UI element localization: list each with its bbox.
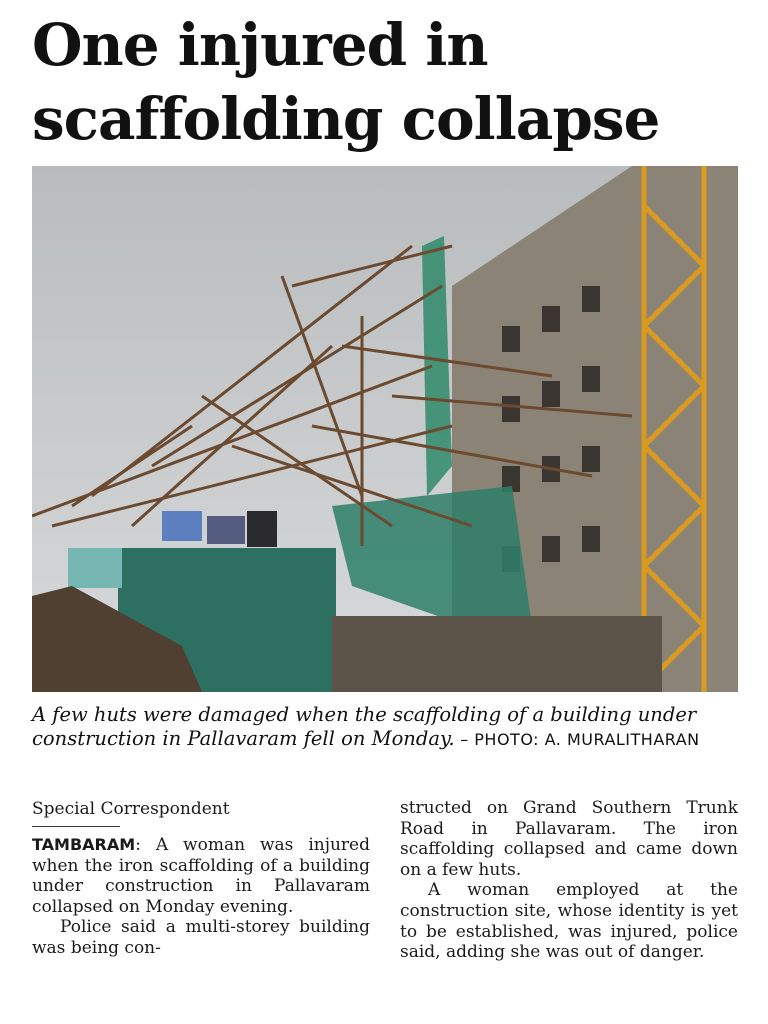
article-column-left xyxy=(32,798,370,959)
caption-text: A few huts were damaged when the scaffolding of a building under construction in Pallavaram fell on Monday. xyxy=(32,703,697,750)
paragraph-2-end: structed on Grand Southern Trunk Road in Pallavaram. The iron scaffolding collapsed and came down on a few huts. xyxy=(400,798,738,880)
paragraph-1-text: : A woman was injured when the iron scaffolding of a building under construction in Pallavaram collapsed on Monday evening. xyxy=(32,835,370,917)
construction-photo-icon xyxy=(32,166,738,692)
headline: One injured in scaffolding collapse xyxy=(32,11,660,153)
byline-rule xyxy=(32,826,120,827)
photo-caption xyxy=(32,703,738,752)
paragraph-3: A woman employed at the construction site, whose identity is yet to be established, was injured, police said, adding she was out of danger. xyxy=(400,880,738,963)
paragraph-1 xyxy=(32,835,370,917)
dateline: TAMBARAM xyxy=(32,835,136,854)
photo-credit: – PHOTO: A. MURALITHARAN xyxy=(454,730,700,749)
news-photo xyxy=(32,166,738,692)
article-column-right xyxy=(400,798,738,963)
byline: Special Correspondent xyxy=(32,799,230,819)
paragraph-2-start: Police said a multi-storey building was being con- xyxy=(32,917,370,958)
